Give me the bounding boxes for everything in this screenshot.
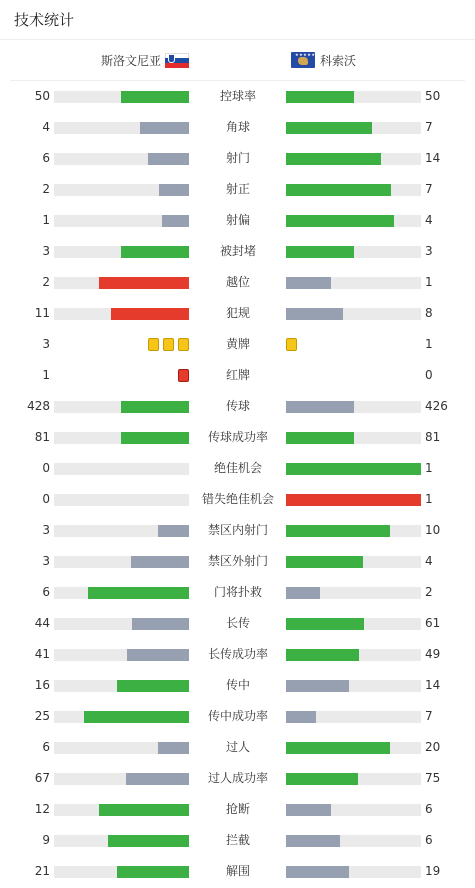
away-stat-value: 426 <box>425 399 448 413</box>
away-stat-bar <box>286 525 421 537</box>
home-stat-bar-fill <box>126 773 189 785</box>
away-stat-bar <box>286 618 421 630</box>
away-stat-bar <box>286 587 421 599</box>
stat-label: 错失绝佳机会 <box>201 492 274 506</box>
home-stat-value: 0 <box>42 461 50 475</box>
home-stat-value: 6 <box>42 585 50 599</box>
home-stat-value: 9 <box>42 833 50 847</box>
away-stat-bar-fill <box>286 556 363 568</box>
stat-label: 传球成功率 <box>207 430 268 444</box>
yellow-card-icon <box>163 338 174 351</box>
home-stat-bar-fill <box>121 91 189 103</box>
home-stat-bar <box>54 525 189 537</box>
home-stat-bar-fill <box>140 122 189 134</box>
stat-row <box>0 546 475 577</box>
home-stat-bar <box>54 587 189 599</box>
stat-label: 红牌 <box>225 368 250 382</box>
yellow-card-icon <box>286 338 297 351</box>
away-stat-value: 6 <box>425 802 433 816</box>
stat-label: 传中 <box>225 678 250 692</box>
stat-row <box>0 515 475 546</box>
stat-row <box>0 267 475 298</box>
home-stat-bar <box>54 835 189 847</box>
stat-label: 控球率 <box>219 89 256 103</box>
stat-label: 长传成功率 <box>207 647 268 661</box>
home-stat-bar-fill <box>159 184 189 196</box>
home-stat-bar-fill <box>88 587 189 599</box>
away-stat-value: 7 <box>425 709 433 723</box>
away-stat-value: 2 <box>425 585 433 599</box>
away-stat-bar-fill <box>286 494 421 506</box>
away-stat-value: 1 <box>425 337 433 351</box>
home-stat-value: 1 <box>42 368 50 382</box>
kosovo-flag-icon: ★★★★★★ <box>291 52 315 68</box>
home-stat-value: 12 <box>34 802 50 816</box>
stat-label: 角球 <box>225 120 250 134</box>
away-stat-value: 3 <box>425 244 433 258</box>
stats-header <box>0 0 475 40</box>
away-stat-bar-fill <box>286 525 390 537</box>
away-stat-value: 8 <box>425 306 433 320</box>
home-stat-bar <box>54 742 189 754</box>
home-stat-bar <box>54 277 189 289</box>
away-stat-value: 19 <box>425 864 441 878</box>
away-stat-bar-fill <box>286 153 381 165</box>
home-stat-bar-fill <box>117 680 189 692</box>
away-stat-bar-fill <box>286 463 421 475</box>
home-stat-bar <box>54 153 189 165</box>
away-stat-bar <box>286 215 421 227</box>
slovenia-flag-icon <box>165 53 189 68</box>
home-stat-value: 3 <box>42 523 50 537</box>
away-stat-bar <box>286 866 421 878</box>
away-team[interactable] <box>291 40 356 80</box>
stat-label: 被封堵 <box>219 244 256 258</box>
home-stat-bar-fill <box>162 215 189 227</box>
away-stat-value: 20 <box>425 740 441 754</box>
home-stat-bar-fill <box>158 525 189 537</box>
home-stat-bar-fill <box>99 277 189 289</box>
away-stat-value: 4 <box>425 213 433 227</box>
stat-row <box>0 701 475 732</box>
home-stat-bar-fill <box>148 153 189 165</box>
home-stat-bar-fill <box>131 556 189 568</box>
red-card-icon <box>178 369 189 382</box>
home-stat-bar-fill <box>111 308 189 320</box>
home-stat-bar <box>54 804 189 816</box>
away-stat-bar-fill <box>286 91 354 103</box>
home-stat-value: 2 <box>42 275 50 289</box>
home-stat-bar <box>54 866 189 878</box>
away-stat-bar <box>286 308 421 320</box>
away-stat-bar <box>286 432 421 444</box>
away-stat-bar-fill <box>286 649 359 661</box>
home-stat-bar-fill <box>121 432 189 444</box>
stat-label: 绝佳机会 <box>213 461 262 475</box>
home-stat-bar-fill <box>108 835 189 847</box>
away-stat-bar-fill <box>286 866 349 878</box>
away-stat-bar <box>286 91 421 103</box>
home-stat-bar <box>54 401 189 413</box>
home-stat-bar <box>54 215 189 227</box>
home-stat-value: 67 <box>34 771 50 785</box>
away-stat-bar <box>286 463 421 475</box>
home-stat-bar-fill <box>84 711 189 723</box>
away-stat-value: 1 <box>425 461 433 475</box>
away-stat-bar-fill <box>286 804 331 816</box>
stat-label: 射偏 <box>225 213 250 227</box>
away-stat-bar <box>286 401 421 413</box>
away-stat-bar <box>286 122 421 134</box>
away-stat-bar <box>286 835 421 847</box>
team-header <box>10 40 465 81</box>
home-team-name: 斯洛文尼亚 <box>101 53 162 68</box>
stat-row <box>0 577 475 608</box>
home-stat-value: 25 <box>34 709 50 723</box>
away-stat-bar-fill <box>286 122 372 134</box>
home-stat-bar-fill <box>127 649 189 661</box>
away-stat-bar-fill <box>286 742 390 754</box>
yellow-card-icon <box>178 338 189 351</box>
away-stat-value: 81 <box>425 430 441 444</box>
stat-row <box>0 205 475 236</box>
away-stat-bar-fill <box>286 618 364 630</box>
away-stat-value: 7 <box>425 120 433 134</box>
away-stat-bar <box>286 153 421 165</box>
away-yellow-cards <box>286 338 297 351</box>
home-stat-bar-fill <box>121 401 189 413</box>
away-stat-bar <box>286 277 421 289</box>
home-stat-bar <box>54 184 189 196</box>
stat-row <box>0 670 475 701</box>
away-stat-bar-fill <box>286 587 320 599</box>
home-red-cards <box>178 369 189 382</box>
home-stat-value: 16 <box>34 678 50 692</box>
away-stat-bar <box>286 184 421 196</box>
stat-row <box>0 112 475 143</box>
home-stat-bar-fill <box>121 246 189 258</box>
stat-row <box>0 298 475 329</box>
away-stat-bar-fill <box>286 308 343 320</box>
stat-label: 门将扑救 <box>213 585 262 599</box>
away-stat-bar-fill <box>286 835 340 847</box>
home-stat-value: 6 <box>42 151 50 165</box>
stat-row <box>0 732 475 763</box>
away-stat-value: 1 <box>425 492 433 506</box>
stat-row <box>0 360 475 391</box>
home-stat-value: 1 <box>42 213 50 227</box>
home-stat-bar-fill <box>132 618 189 630</box>
away-stat-bar-fill <box>286 277 331 289</box>
home-stat-value: 50 <box>34 89 50 103</box>
home-stat-bar <box>54 432 189 444</box>
home-stat-value: 41 <box>34 647 50 661</box>
stat-row <box>0 639 475 670</box>
stat-row <box>0 453 475 484</box>
away-stat-bar-fill <box>286 401 354 413</box>
away-stat-bar <box>286 494 421 506</box>
away-stat-bar-fill <box>286 215 394 227</box>
away-stat-value: 6 <box>425 833 433 847</box>
home-stat-bar <box>54 91 189 103</box>
stat-label: 抢断 <box>225 802 250 816</box>
stat-row <box>0 825 475 856</box>
home-stat-value: 428 <box>27 399 50 413</box>
away-stat-value: 1 <box>425 275 433 289</box>
stat-row <box>0 422 475 453</box>
stat-label: 禁区外射门 <box>207 554 268 568</box>
stat-label: 射正 <box>225 182 250 196</box>
stat-label: 传球 <box>225 399 250 413</box>
home-stat-value: 4 <box>42 120 50 134</box>
home-stat-bar-fill <box>99 804 189 816</box>
home-yellow-cards <box>148 338 189 351</box>
home-stat-value: 3 <box>42 554 50 568</box>
away-team-name: 科索沃 <box>320 53 357 68</box>
stat-label: 解围 <box>225 864 250 878</box>
away-stat-bar <box>286 804 421 816</box>
away-stat-bar-fill <box>286 432 354 444</box>
home-stat-bar <box>54 556 189 568</box>
stat-row <box>0 484 475 515</box>
home-stat-bar <box>54 680 189 692</box>
page-title: 技术统计 <box>14 11 75 29</box>
stat-row <box>0 391 475 422</box>
away-stat-bar <box>286 246 421 258</box>
stat-label: 过人 <box>225 740 250 754</box>
home-stat-value: 0 <box>42 492 50 506</box>
away-stat-bar <box>286 649 421 661</box>
away-stat-value: 4 <box>425 554 433 568</box>
away-stat-bar <box>286 556 421 568</box>
away-stat-bar-fill <box>286 680 349 692</box>
home-stat-bar <box>54 463 189 475</box>
yellow-card-icon <box>148 338 159 351</box>
stat-row <box>0 763 475 794</box>
stat-label: 犯规 <box>225 306 250 320</box>
home-stat-value: 3 <box>42 337 50 351</box>
away-stat-bar <box>286 773 421 785</box>
home-stat-value: 3 <box>42 244 50 258</box>
away-stat-bar-fill <box>286 184 391 196</box>
home-stat-bar <box>54 711 189 723</box>
away-stat-value: 49 <box>425 647 441 661</box>
away-stat-value: 14 <box>425 678 441 692</box>
away-stat-value: 10 <box>425 523 441 537</box>
stat-row <box>0 236 475 267</box>
home-stat-value: 81 <box>34 430 50 444</box>
home-stat-value: 44 <box>34 616 50 630</box>
stat-label: 黄牌 <box>225 337 250 351</box>
stat-row <box>0 608 475 639</box>
away-stat-value: 61 <box>425 616 441 630</box>
stat-label: 传中成功率 <box>207 709 268 723</box>
stats-list <box>0 81 475 887</box>
away-stat-bar-fill <box>286 246 354 258</box>
stat-row <box>0 856 475 887</box>
home-stat-value: 21 <box>34 864 50 878</box>
away-stat-bar-fill <box>286 773 358 785</box>
home-stat-value: 2 <box>42 182 50 196</box>
away-stat-bar <box>286 742 421 754</box>
home-stat-bar-fill <box>117 866 189 878</box>
away-stat-value: 0 <box>425 368 433 382</box>
home-stat-value: 6 <box>42 740 50 754</box>
away-stat-value: 50 <box>425 89 441 103</box>
stat-row <box>0 794 475 825</box>
away-stat-bar-fill <box>286 711 316 723</box>
stat-label: 长传 <box>225 616 250 630</box>
stat-row <box>0 81 475 112</box>
away-stat-bar <box>286 680 421 692</box>
home-team[interactable] <box>101 40 189 80</box>
home-stat-bar <box>54 494 189 506</box>
away-stat-value: 7 <box>425 182 433 196</box>
away-stat-value: 75 <box>425 771 441 785</box>
stat-label: 过人成功率 <box>207 771 268 785</box>
home-stat-value: 11 <box>34 306 50 320</box>
home-stat-bar <box>54 246 189 258</box>
stat-row <box>0 143 475 174</box>
stat-row <box>0 329 475 360</box>
home-stat-bar <box>54 649 189 661</box>
stat-row <box>0 174 475 205</box>
home-stat-bar-fill <box>158 742 189 754</box>
stat-label: 禁区内射门 <box>207 523 268 537</box>
home-stat-bar <box>54 308 189 320</box>
away-stat-value: 14 <box>425 151 441 165</box>
stat-label: 越位 <box>225 275 250 289</box>
away-stat-bar <box>286 711 421 723</box>
stat-label: 拦截 <box>225 833 250 847</box>
home-stat-bar <box>54 122 189 134</box>
home-stat-bar <box>54 618 189 630</box>
stat-label: 射门 <box>225 151 250 165</box>
home-stat-bar <box>54 773 189 785</box>
